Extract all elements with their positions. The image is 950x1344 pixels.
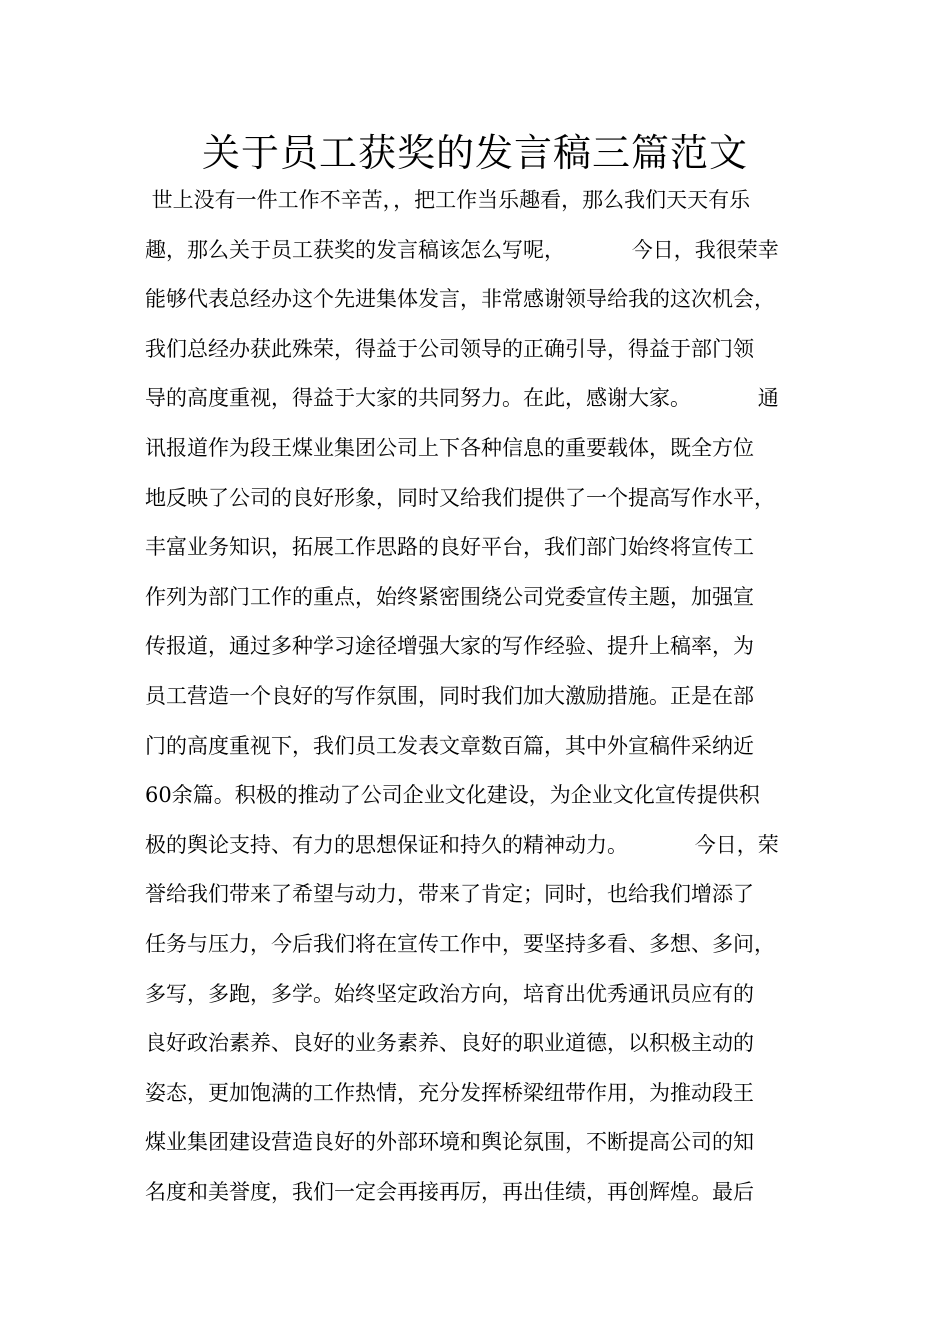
body-line: 极的舆论支持、有力的思想保证和持久的精神动力。 今日，荣 xyxy=(145,832,779,857)
body-line: 60余篇。积极的推动了公司企业文化建设，为企业文化宣传提供积 xyxy=(145,783,760,808)
body-line: 煤业集团建设营造良好的外部环境和舆论氛围，不断提高公司的知 xyxy=(145,1130,754,1155)
body-line: 地反映了公司的良好形象，同时又给我们提供了一个提高写作水平， xyxy=(145,485,775,510)
body-line: 趣，那么关于员工获奖的发言稿该怎么写呢， 今日，我很荣幸 xyxy=(145,237,779,262)
body-line: 传报道，通过多种学习途径增强大家的写作经验、提升上稿率，为 xyxy=(145,634,754,659)
body-line: 门的高度重视下，我们员工发表文章数百篇，其中外宣稿件采纳近 xyxy=(145,733,754,758)
body-line: 我们总经办获此殊荣，得益于公司领导的正确引导，得益于部门领 xyxy=(145,336,754,361)
body-line: 员工营造一个良好的写作氛围，同时我们加大激励措施。正是在部 xyxy=(145,683,754,708)
body-line: 良好政治素养、良好的业务素养、良好的职业道德，以积极主动的 xyxy=(145,1031,754,1056)
body-line: 讯报道作为段王煤业集团公司上下各种信息的重要载体，既全方位 xyxy=(145,435,754,460)
body-line: 作列为部门工作的重点，始终紧密围绕公司党委宣传主题，加强宣 xyxy=(145,584,754,609)
document-body xyxy=(145,176,825,1217)
body-line: 多写，多跑，多学。始终坚定政治方向，培育出优秀通讯员应有的 xyxy=(145,981,754,1006)
body-line: 名度和美誉度，我们一定会再接再厉，再出佳绩，再创辉煌。最后 xyxy=(145,1179,754,1204)
body-line: 任务与压力，今后我们将在宣传工作中，要坚持多看、多想、多问， xyxy=(145,931,775,956)
document-title: 关于员工获奖的发言稿三篇范文 xyxy=(201,131,748,175)
body-line: 姿态，更加饱满的工作热情，充分发挥桥梁纽带作用，为推动段王 xyxy=(145,1080,754,1105)
body-line: 誉给我们带来了希望与动力，带来了肯定；同时，也给我们增添了 xyxy=(145,882,754,907)
body-line: 导的高度重视，得益于大家的共同努力。在此，感谢大家。 通 xyxy=(145,386,779,411)
body-line: 能够代表总经办这个先进集体发言，非常感谢领导给我的这次机会， xyxy=(145,287,775,312)
body-line: 世上没有一件工作不辛苦，，把工作当乐趣看，那么我们天天有乐 xyxy=(145,188,751,212)
body-line: 丰富业务知识，拓展工作思路的良好平台，我们部门始终将宣传工 xyxy=(145,535,754,560)
